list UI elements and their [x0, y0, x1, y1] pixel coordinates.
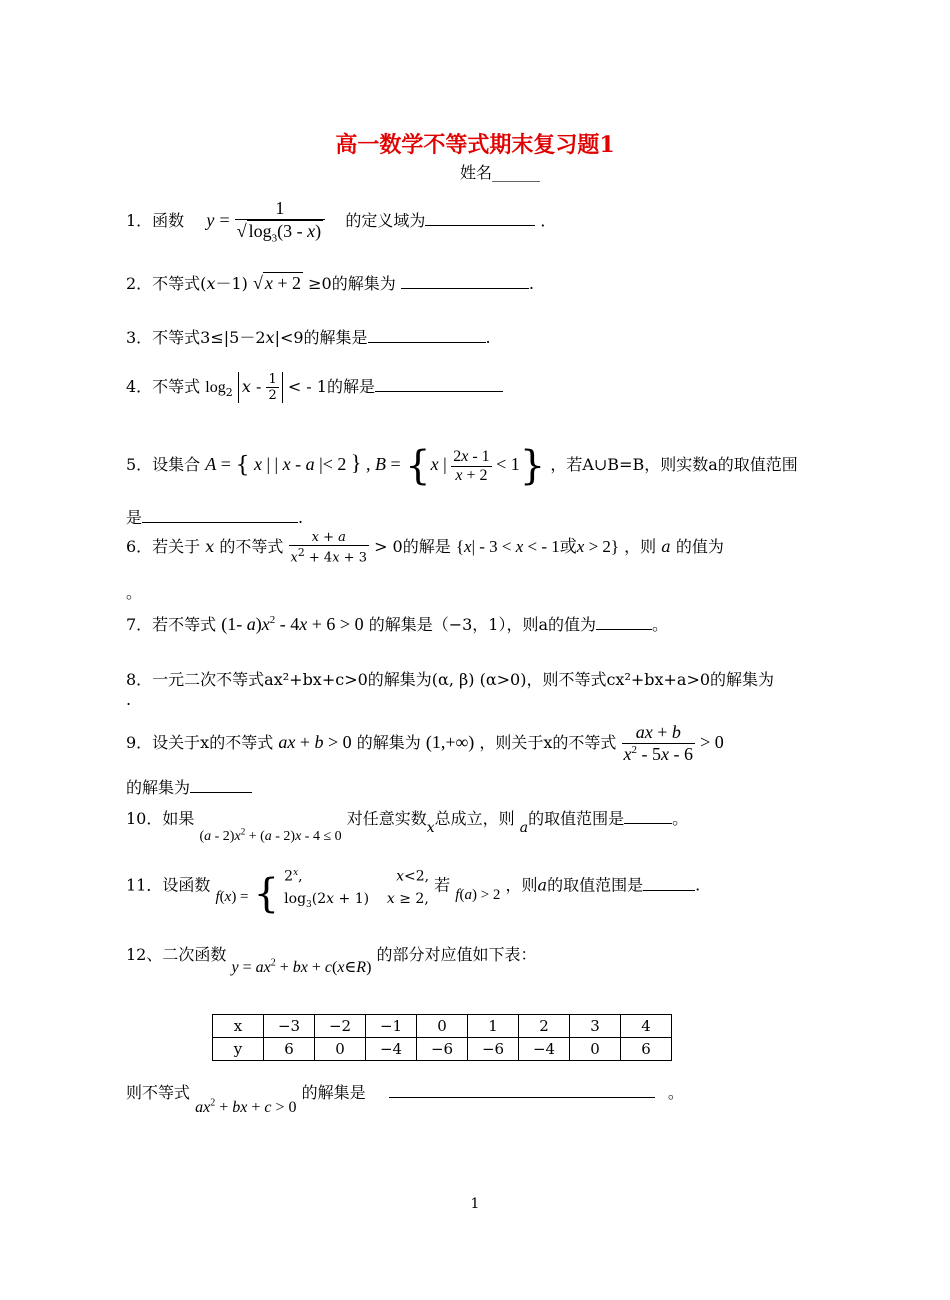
question-12: 12、二次函数 $y = ax^2$ + bx + c(x∈R) 的部分对应值如下表： — [126, 945, 537, 976]
question-10: 10．如果 $(a - 2)x^2 + (a - 2)x - 4 \le 0$ 对任意实数x总成立，则 a的取值范围是 。 — [126, 809, 689, 844]
question-2: 2．不等式(x－1) √ x + 2 ≥0的解集为 . — [126, 273, 534, 293]
question-7: 7．若不等式 (1- $a)x^2 - 4x + 6 > 0$ 的解集是（−3，1），则a的值为 。 — [126, 614, 669, 634]
table-row: x −3 −2 −1 0 1 2 3 4 — [213, 1015, 672, 1038]
question-8-cont: . — [126, 690, 132, 709]
question-5: 5．设集合 A = { x | | x - a |< 2 } , B = {x | $\frac{2x - 1}{x + 2}$ < 1} ，若A∪B=B，则实数a的取值范围 — [126, 443, 798, 489]
value-table — [212, 1014, 672, 1061]
question-12-cont: 则不等式 $ax^2$ + bx + c > 0 的解集是 。 — [126, 1083, 684, 1116]
page-number: 1 — [470, 1196, 480, 1212]
question-6-cont: 。 — [126, 583, 143, 602]
question-5-cont: 是 . — [126, 508, 304, 527]
question-3: 3．不等式3≤|5－2x|<9的解集是 . — [126, 328, 491, 347]
table-row: y 6 0 −4 −6 −6 −4 0 6 — [213, 1038, 672, 1061]
question-11: 11．设函数 f(x) = { 2$^x$, x<2, $\log_3(2x + 1)$ x ≥ 2, 若 f(a) > 2 ，则a的取值范围是 . — [126, 868, 701, 917]
question-6: 6．若关于 x 的不等式 $\frac{x + a}{x^2 + 4x + 3}$ > 0的解是 {x| - 3 < x < - 1或x > 2} ，则 a 的值为 — [126, 530, 724, 566]
question-8: 8．一元二次不等式ax²+bx+c>0的解集为(α, β) (α>0)，则不等式cx²+bx+a>0的解集为 — [126, 670, 775, 689]
question-9-cont: 的解集为 — [126, 775, 252, 798]
question-4: 4．不等式 $\log_2 x$ - $\frac{1}{2}$ < - 1的解是 — [126, 372, 503, 403]
question-9: 9．设关于x的不等式 ax + b > 0 的解集为 (1,+∞) ，则关于x的不等式 $\frac{ax + b}{x^2 - 5x - 6}$ > 0 — [126, 722, 724, 764]
page-title: 高一数学不等式期末复习题1 — [335, 132, 615, 158]
name-field-label: 姓名______ — [460, 163, 541, 182]
question-1: 1．函数 y = $\frac{1}{√ \log_3(3 - x)}$ 的定义域为 ． — [126, 198, 557, 245]
